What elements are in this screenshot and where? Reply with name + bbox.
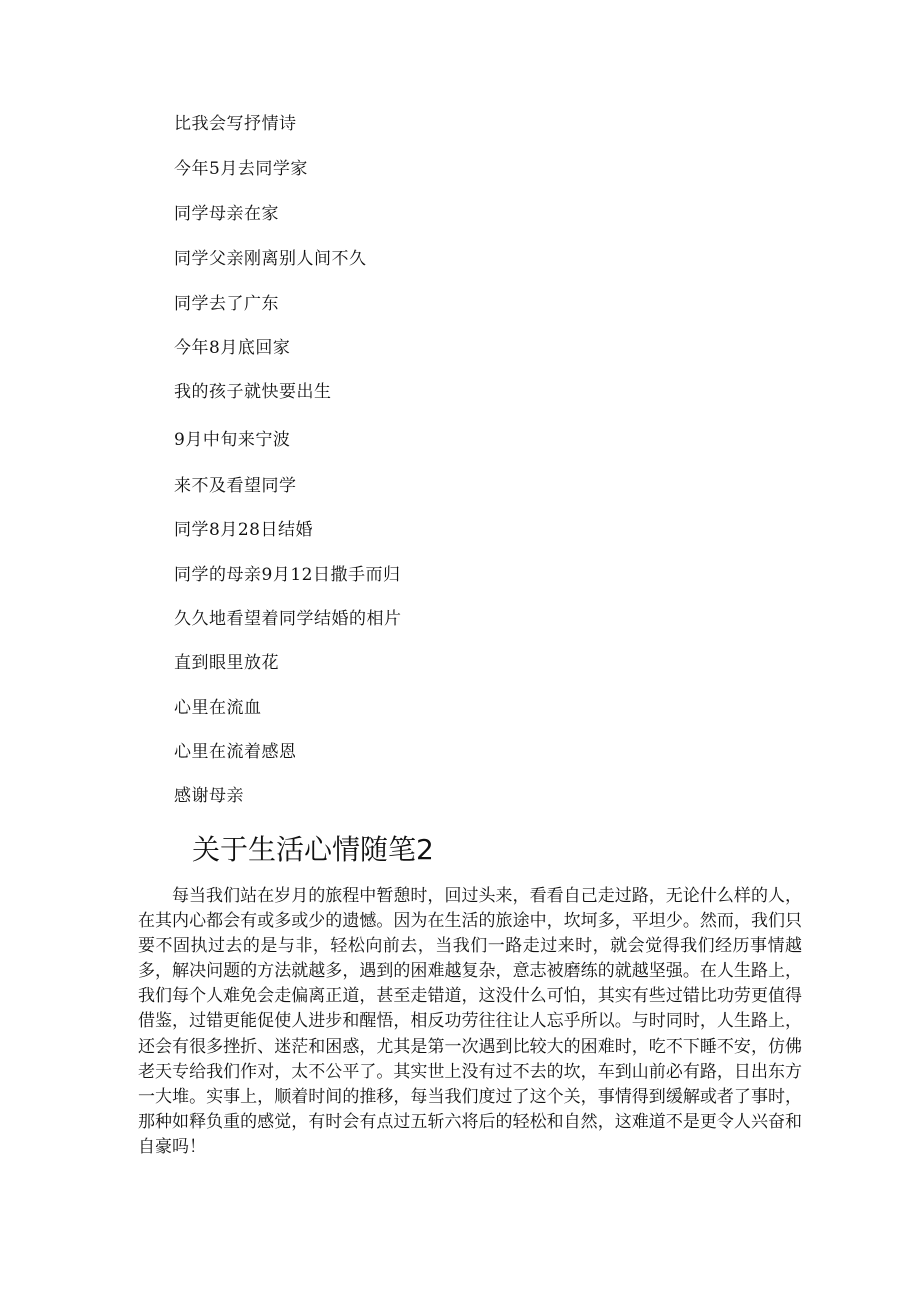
poem-line: 比我会写抒情诗 (174, 114, 297, 134)
poem-line: 心里在流着感恩 (174, 742, 297, 762)
poem-line: 感谢母亲 (174, 786, 244, 806)
poem-line: 同学父亲刚离别人间不久 (174, 249, 367, 269)
section-title: 关于生活心情随笔2 (192, 833, 434, 866)
poem-line: 9月中旬来宁波 (174, 430, 291, 450)
poem-line: 同学的母亲9月12日撒手而归 (174, 565, 401, 585)
poem-line: 我的孩子就快要出生 (174, 382, 332, 402)
poem-line: 同学母亲在家 (174, 204, 279, 224)
body-paragraph: 每当我们站在岁月的旅程中暂憩时，回过头来，看看自己走过路，无论什么样的人，在其内心都会有或多或少的遗憾。因为在生活的旅途中，坎坷多，平坦少。然而，我们只要不固执过去的是与非，轻松向前去，当我们一路走过来时，就会觉得我们经历事情越多，解决问题的方法就越多，遇到的困难越复杂，意志被磨练的就越坚强。在人生路上，我们每个人难免会走偏离正道，甚至走错道，这没什么可怕，其实有些过错比功劳更值得借鉴，过错更能促使人进步和醒悟，相反功劳往往让人忘乎所以。与时同时，人生路上，还会有很多挫折、迷茫和困惑，尤其是第一次遇到比较大的困难时，吃不下睡不安，仿佛老天专给我们作对，太不公平了。其实世上没有过不去的坎，车到山前必有路，日出东方一大堆。实事上，顺着时间的推移，每当我们度过了这个关，事情得到缓解或者了事时，那种如释负重的感觉，有时会有点过五斩六将后的轻松和自然，这难道不是更令人兴奋和自豪吗！ (138, 886, 802, 1157)
poem-line: 今年8月底回家 (174, 338, 291, 358)
poem-line: 今年5月去同学家 (174, 159, 308, 179)
poem-line: 同学8月28日结婚 (174, 520, 313, 540)
poem-line: 来不及看望同学 (174, 476, 297, 496)
poem-line: 直到眼里放花 (174, 653, 279, 673)
poem-line: 久久地看望着同学结婚的相片 (174, 609, 402, 629)
poem-line: 同学去了广东 (174, 294, 279, 314)
poem-line: 心里在流血 (174, 698, 262, 718)
